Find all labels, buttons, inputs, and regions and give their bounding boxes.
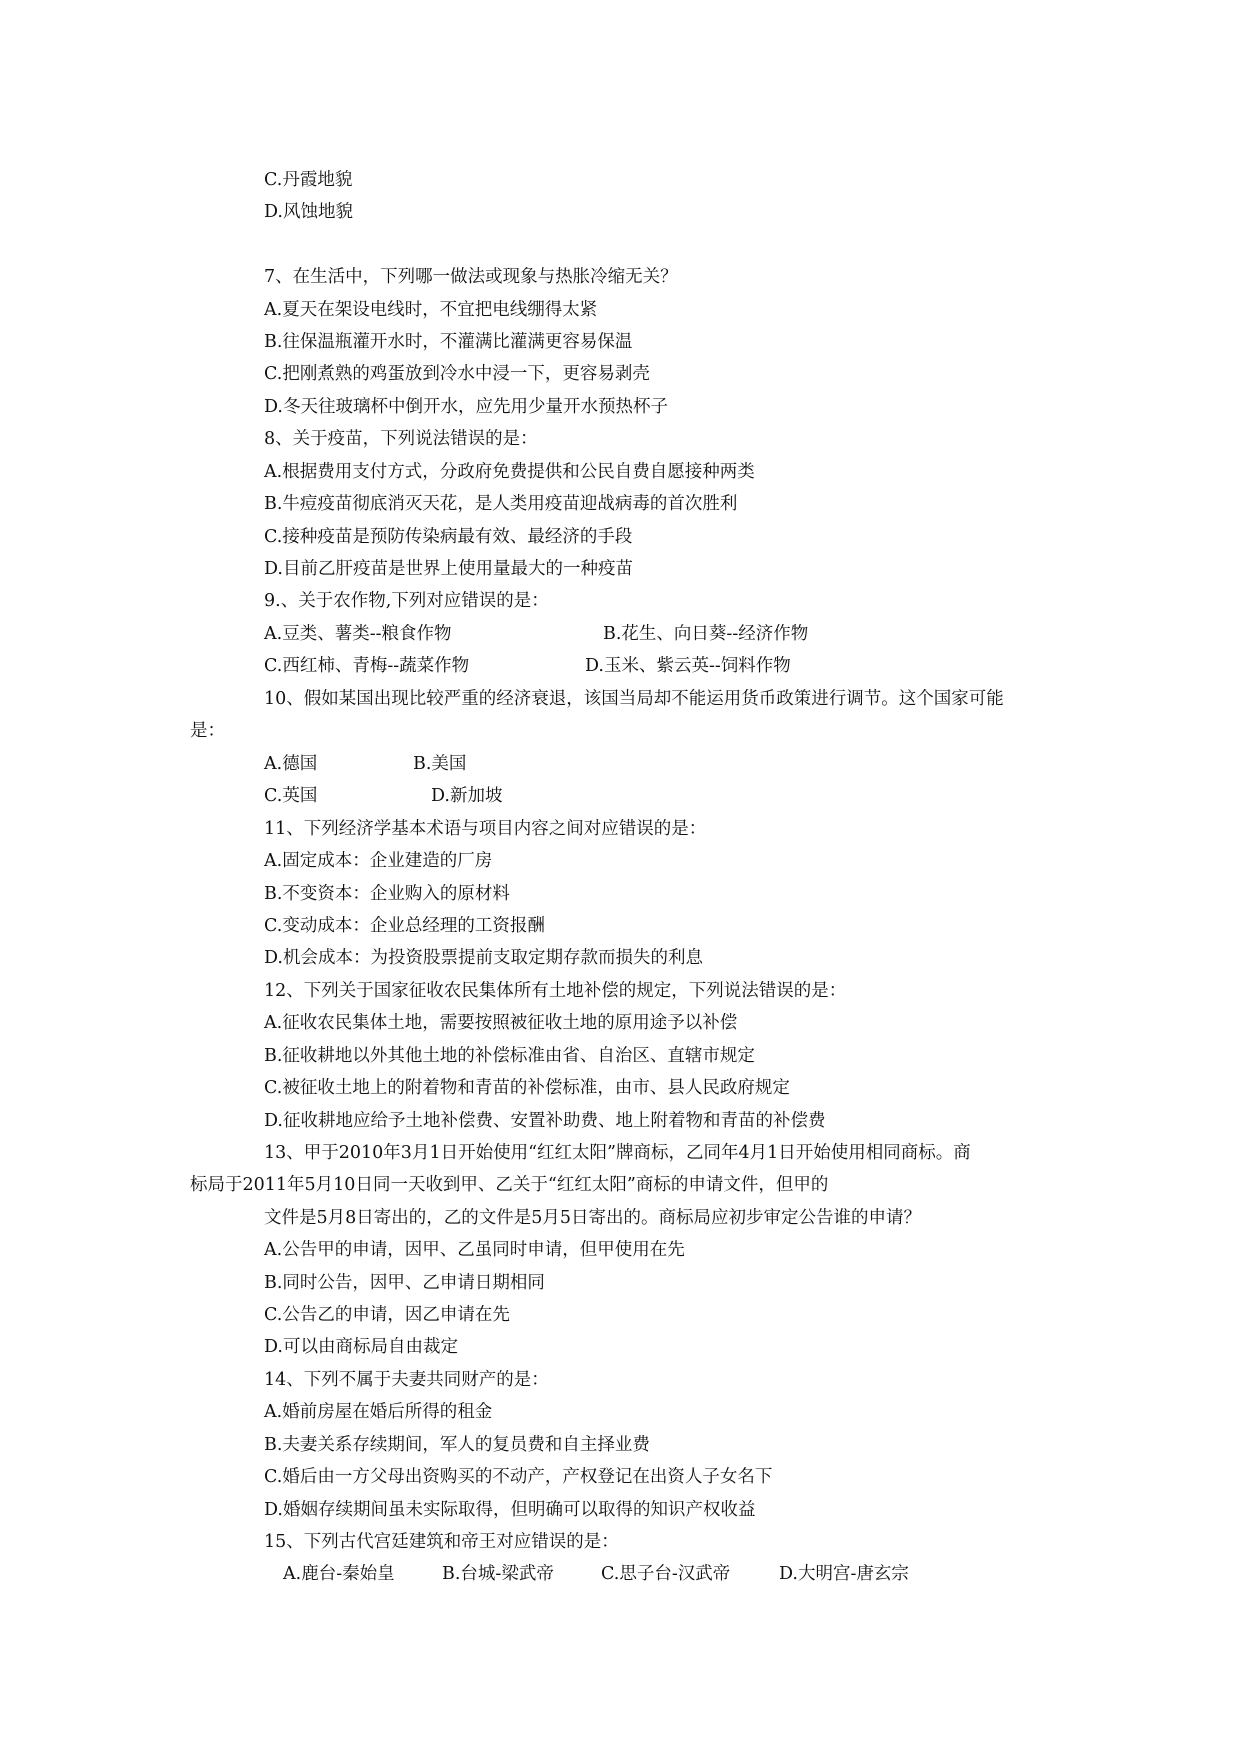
q9-option-a: A.豆类、薯类--粮食作物 (264, 624, 452, 644)
q6-option-c: C.丹霞地貌 (264, 170, 353, 190)
q14-option-c: C.婚后由一方父母出资购买的不动产，产权登记在出资人子女名下 (264, 1467, 773, 1487)
q9-stem: 9.、关于农作物,下列对应错误的是： (264, 591, 549, 611)
q13-option-d: D.可以由商标局自由裁定 (264, 1337, 458, 1357)
q10-stem-line2: 是： (190, 721, 225, 741)
q11-option-b: B.不变资本：企业购入的原材料 (264, 884, 510, 904)
q7-stem: 7、在生活中，下列哪一做法或现象与热胀冷缩无关？ (264, 267, 678, 287)
q7-option-b: B.往保温瓶灌开水时，不灌满比灌满更容易保温 (264, 332, 633, 352)
q7-option-d: D.冬天往玻璃杯中倒开水，应先用少量开水预热杯子 (264, 397, 668, 417)
q10-option-b: B.美国 (413, 754, 467, 774)
q10-option-c: C.英国 (264, 786, 318, 806)
q7-option-c: C.把刚煮熟的鸡蛋放到冷水中浸一下，更容易剥壳 (264, 364, 650, 384)
q11-option-c: C.变动成本：企业总经理的工资报酬 (264, 916, 545, 936)
q12-stem: 12、下列关于国家征收农民集体所有土地补偿的规定，下列说法错误的是： (264, 981, 847, 1001)
q12-option-c: C.被征收土地上的附着物和青苗的补偿标准，由市、县人民政府规定 (264, 1078, 790, 1098)
q10-option-a: A.德国 (264, 754, 318, 774)
q13-option-c: C.公告乙的申请，因乙申请在先 (264, 1305, 510, 1325)
q8-option-a: A.根据费用支付方式，分政府免费提供和公民自费自愿接种两类 (264, 462, 755, 482)
q14-option-a: A.婚前房屋在婚后所得的租金 (264, 1402, 493, 1422)
q9-option-b: B.花生、向日葵--经济作物 (603, 624, 809, 644)
q15-option-c: C.思子台-汉武帝 (601, 1564, 731, 1584)
q12-option-d: D.征收耕地应给予土地补偿费、安置补助费、地上附着物和青苗的补偿费 (264, 1111, 826, 1131)
q9-option-d: D.玉米、紫云英--饲料作物 (585, 656, 791, 676)
q10-option-d: D.新加坡 (431, 786, 503, 806)
q12-option-a: A.征收农民集体土地，需要按照被征收土地的原用途予以补偿 (264, 1013, 738, 1033)
q14-option-d: D.婚姻存续期间虽未实际取得，但明确可以取得的知识产权收益 (264, 1500, 756, 1520)
q11-stem: 11、下列经济学基本术语与项目内容之间对应错误的是： (264, 819, 707, 839)
q13-option-b: B.同时公告，因甲、乙申请日期相同 (264, 1273, 545, 1293)
q11-option-d: D.机会成本：为投资股票提前支取定期存款而损失的利息 (264, 948, 703, 968)
q13-stem-line1: 13、甲于2010年3月1日开始使用“红红太阳”牌商标，乙同年4月1日开始使用相同商标。商 (264, 1143, 971, 1163)
q6-option-d: D.风蚀地貌 (264, 202, 353, 222)
q15-option-b: B.台城-梁武帝 (442, 1564, 554, 1584)
q13-stem-line3: 文件是5月8日寄出的，乙的文件是5月5日寄出的。商标局应初步审定公告谁的申请？ (264, 1208, 922, 1228)
q10-stem-line1: 10、假如某国出现比较严重的经济衰退，该国当局却不能运用货币政策进行调节。这个国家可能 (264, 689, 1004, 709)
q8-option-c: C.接种疫苗是预防传染病最有效、最经济的手段 (264, 527, 633, 547)
q11-option-a: A.固定成本：企业建造的厂房 (264, 851, 493, 871)
q9-option-c: C.西红柿、青梅--蔬菜作物 (264, 656, 470, 676)
q13-option-a: A.公告甲的申请，因甲、乙虽同时申请，但甲使用在先 (264, 1240, 685, 1260)
q15-option-d: D.大明宫-唐玄宗 (779, 1564, 909, 1584)
q7-option-a: A.夏天在架设电线时，不宜把电线绷得太紧 (264, 300, 598, 320)
q8-option-d: D.目前乙肝疫苗是世界上使用量最大的一种疫苗 (264, 559, 633, 579)
q12-option-b: B.征收耕地以外其他土地的补偿标准由省、自治区、直辖市规定 (264, 1046, 755, 1066)
q14-stem: 14、下列不属于夫妻共同财产的是： (264, 1370, 549, 1390)
q14-option-b: B.夫妻关系存续期间，军人的复员费和自主择业费 (264, 1435, 650, 1455)
q8-option-b: B.牛痘疫苗彻底消灭天花，是人类用疫苗迎战病毒的首次胜利 (264, 494, 738, 514)
q13-stem-line2: 标局于2011年5月10日同一天收到甲、乙关于“红红太阳”商标的申请文件，但甲的 (190, 1175, 829, 1195)
q15-stem: 15、下列古代宫廷建筑和帝王对应错误的是： (264, 1532, 619, 1552)
q15-option-a: A.鹿台-秦始皇 (283, 1564, 395, 1584)
q8-stem: 8、关于疫苗，下列说法错误的是： (264, 429, 538, 449)
